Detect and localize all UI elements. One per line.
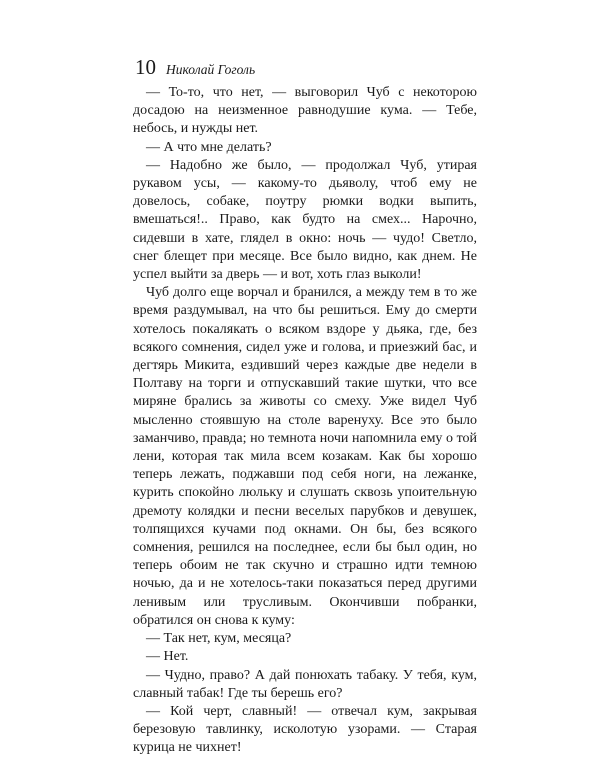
- page-number: 10: [135, 55, 156, 79]
- paragraph: — А что мне делать?: [146, 139, 272, 155]
- paragraph: — То-то, что нет, — выговорил Чуб с некоторою досадою на неизменное равнодушие кума. — Тебе, небось, и нужды нет.: [133, 85, 477, 137]
- paragraph: Чуб долго еще ворчал и бранился, а между тем в то же время раздумывал, на что бы решиться. Ему до смерти хотелось покалякать о всяком вздоре у дьяка, где, без всякого сомнения, сидел уже и голова, и приезжий бас, и дегтярь Микита, ездивший через каждые две недели в Полтаву на торги и отпускавший такие шутки, что все миряне брались за животы со смеху. Уже видел Чуб мысленно стоявшую на столе варенуху. Все это было заманчиво, правда; но темнота ночи напомнила ему о той лени, которая так мила всем козакам. Как бы хорошо теперь лежать, поджавши под себя ноги, на лежанке, курить спокойно люльку и слушать сквозь упоительную дремоту колядки и песни веселых парубков и девушек, толпящихся кучами под окнами. Он бы, без всякого сомнения, решился на последнее, если бы был один, но теперь обоим не так скучно и страшно идти темною ночью, да и не хотелось-таки показаться перед другими ленивым или трусливым. Окончивши побранки, обратился он снова к куму:: [133, 285, 477, 628]
- paragraph: — Кой черт, славный! — отвечал кум, закрывая березовую тавлинку, исколотую узорами. — Старая курица не чихнет!: [133, 703, 477, 756]
- paragraph: — Чудно, право? А дай понюхать табаку. У тебя, кум, славный табак! Где ты берешь его?: [133, 667, 477, 701]
- body-text: [133, 84, 477, 758]
- paragraph: — Надобно же было, — продолжал Чуб, утирая рукавом усы, — какому-то дьяволу, чтоб ему не довелось, собаке, поутру рюмки водки выпить, вмешаться!.. Право, как будто на смех... Нарочно, сидевши в хате, глядел в окно: ночь — чудо! Светло, снег блещет при месяце. Все было видно, как днем. Не успел выйти за дверь — и вот, хоть глаз выколи!: [133, 157, 477, 283]
- page-header: [135, 55, 255, 80]
- paragraph: — Так нет, кум, месяца?: [146, 631, 292, 647]
- paragraph: — Нет.: [146, 649, 189, 665]
- running-title: Николай Гоголь: [166, 62, 256, 77]
